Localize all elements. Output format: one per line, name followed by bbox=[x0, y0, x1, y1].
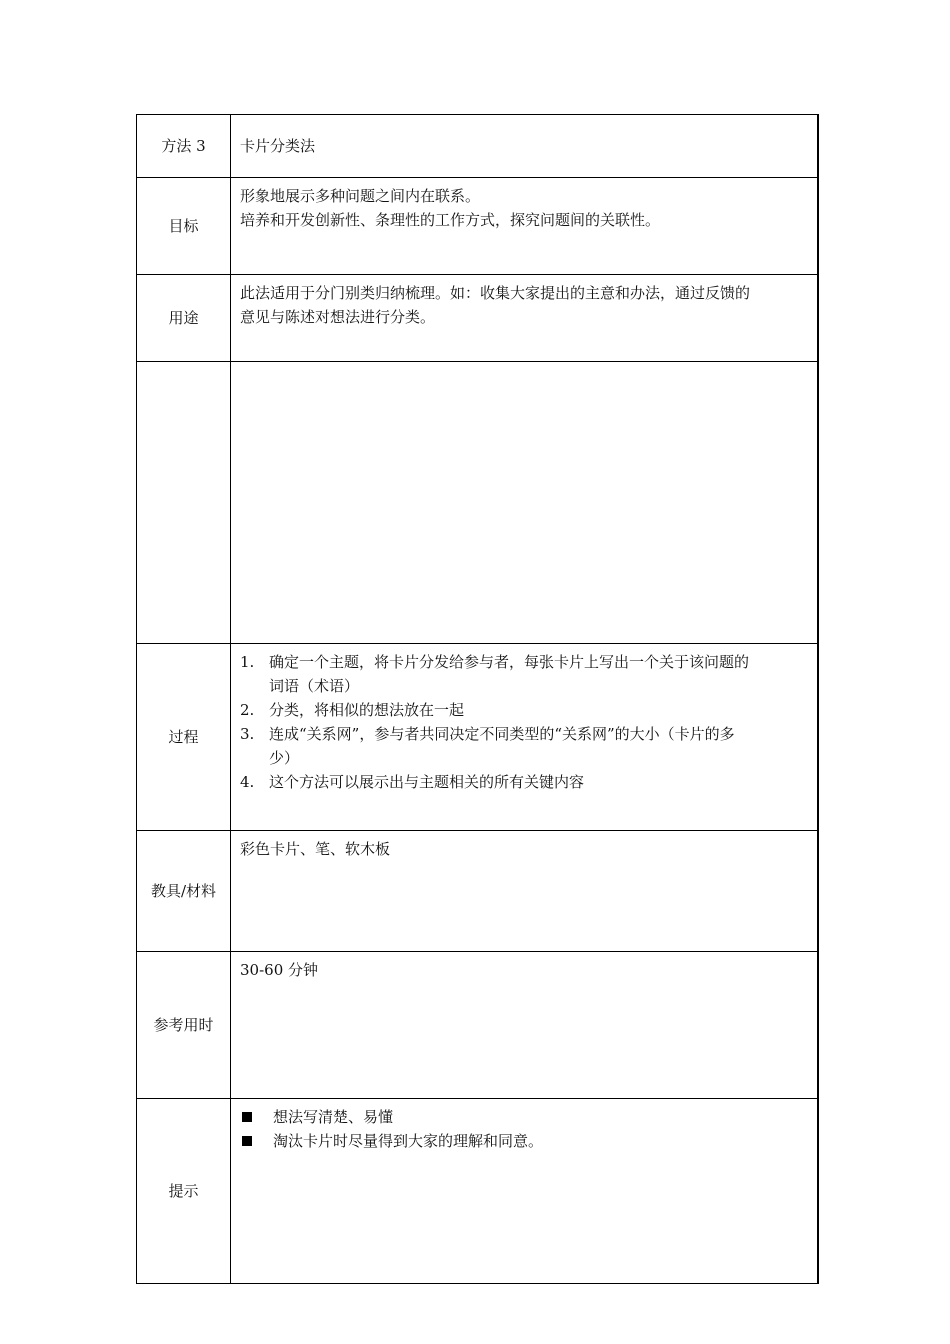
step-number: 4. bbox=[240, 773, 255, 791]
usage-content bbox=[231, 275, 819, 362]
goal-line: 培养和开发创新性、条理性的工作方式，探究问题间的关联性。 bbox=[240, 211, 661, 229]
materials-row bbox=[137, 831, 819, 952]
method-name: 卡片分类法 bbox=[231, 115, 819, 178]
method-table bbox=[136, 114, 819, 1284]
process-label: 过程 bbox=[137, 644, 231, 831]
tips-list bbox=[240, 1105, 809, 1153]
step-number: 3. bbox=[240, 725, 255, 743]
method-label: 方法 3 bbox=[137, 115, 231, 178]
tip-text: 淘汰卡片时尽量得到大家的理解和同意。 bbox=[273, 1132, 544, 1150]
time-label: 参考用时 bbox=[137, 952, 231, 1099]
usage-line: 此法适用于分门别类归纳梳理。如：收集大家提出的主意和办法，通过反馈的 bbox=[240, 284, 751, 302]
materials-value: 彩色卡片、笔、软木板 bbox=[231, 831, 819, 952]
goal-content bbox=[231, 178, 819, 275]
process-step bbox=[240, 650, 809, 698]
time-row bbox=[137, 952, 819, 1099]
usage-line: 意见与陈述对想法进行分类。 bbox=[240, 308, 436, 326]
goal-line: 形象地展示多种问题之间内在联系。 bbox=[240, 187, 481, 205]
process-step bbox=[240, 722, 809, 770]
blank-content-cell bbox=[231, 362, 819, 644]
process-row bbox=[137, 644, 819, 831]
tips-label: 提示 bbox=[137, 1099, 231, 1284]
step-line: 连成“关系网”，参与者共同决定不同类型的“关系网”的大小（卡片的多 bbox=[269, 725, 735, 743]
usage-row bbox=[137, 275, 819, 362]
tips-content bbox=[231, 1099, 819, 1284]
tips-row bbox=[137, 1099, 819, 1284]
time-value: 30-60 分钟 bbox=[231, 952, 819, 1099]
step-line: 少） bbox=[269, 749, 300, 767]
process-step bbox=[240, 698, 809, 722]
step-line: 这个方法可以展示出与主题相关的所有关键内容 bbox=[269, 773, 585, 791]
goal-label: 目标 bbox=[137, 178, 231, 275]
process-step bbox=[240, 770, 809, 794]
tip-text: 想法写清楚、易懂 bbox=[273, 1108, 394, 1126]
materials-label: 教具/材料 bbox=[137, 831, 231, 952]
blank-row bbox=[137, 362, 819, 644]
step-line: 词语（术语） bbox=[269, 677, 360, 695]
square-bullet-icon bbox=[242, 1136, 252, 1146]
tip-item bbox=[240, 1129, 809, 1153]
process-content bbox=[231, 644, 819, 831]
blank-label-cell bbox=[137, 362, 231, 644]
process-steps bbox=[240, 650, 809, 794]
step-line: 分类，将相似的想法放在一起 bbox=[269, 701, 465, 719]
step-line: 确定一个主题，将卡片分发给参与者，每张卡片上写出一个关于该问题的 bbox=[269, 653, 750, 671]
usage-label: 用途 bbox=[137, 275, 231, 362]
tip-item bbox=[240, 1105, 809, 1129]
step-number: 1. bbox=[240, 653, 255, 671]
method-row bbox=[137, 115, 819, 178]
square-bullet-icon bbox=[242, 1112, 252, 1122]
step-number: 2. bbox=[240, 701, 255, 719]
goal-row bbox=[137, 178, 819, 275]
